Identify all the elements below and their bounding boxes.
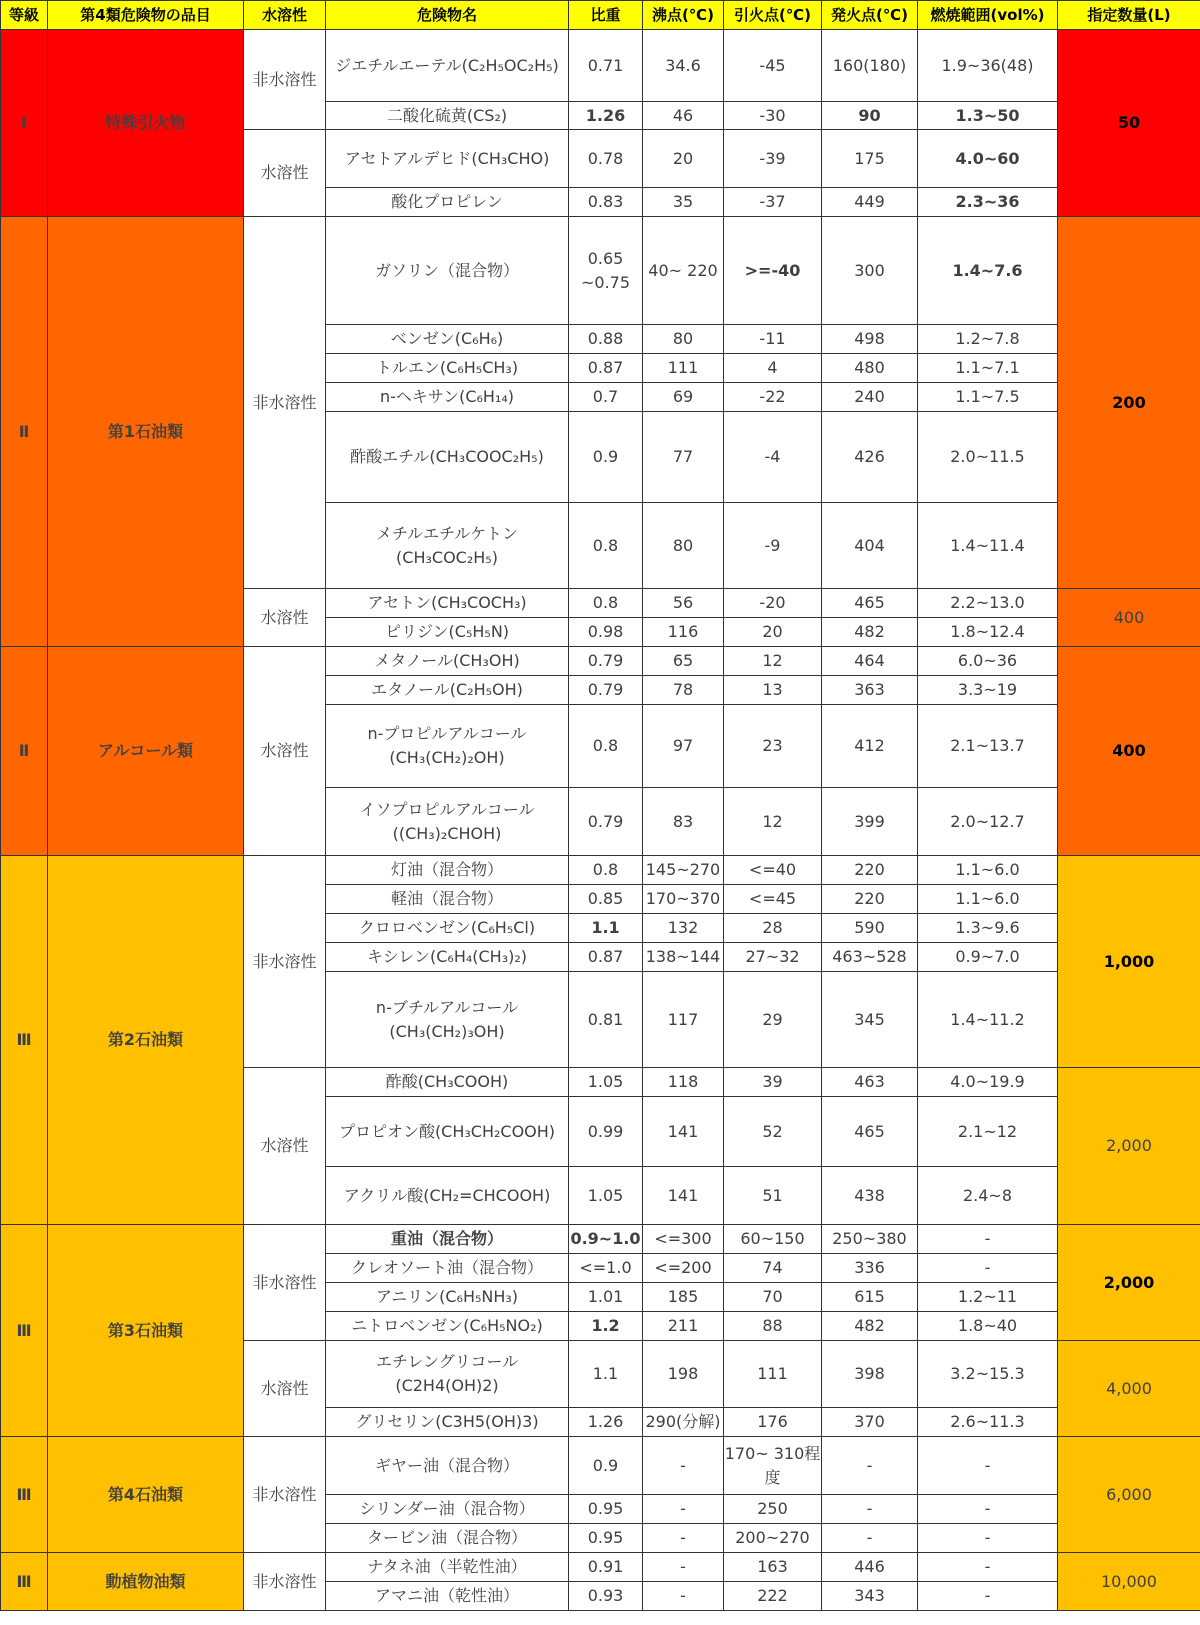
- specific-gravity-cell: 0.99: [569, 1097, 643, 1167]
- material-name-cell: シリンダー油（混合物）: [326, 1495, 569, 1524]
- header-cell-flammable-range: 燃焼範囲(vol%): [918, 1, 1058, 30]
- boiling-point-cell: 80: [643, 503, 724, 589]
- specific-gravity-cell: 0.83: [569, 188, 643, 217]
- flammable-range-cell: 2.6~11.3: [918, 1408, 1058, 1437]
- flash-point-cell: 111: [724, 1341, 822, 1408]
- boiling-point-cell: -: [643, 1524, 724, 1553]
- boiling-point-cell: 83: [643, 788, 724, 856]
- category-cell: 第4石油類: [48, 1437, 244, 1553]
- designated-quantity-cell: 400: [1058, 647, 1200, 856]
- category-cell: 動植物油類: [48, 1553, 244, 1611]
- flash-point-cell: 250: [724, 1495, 822, 1524]
- flammable-range-cell: -: [918, 1553, 1058, 1582]
- flammable-range-cell: 3.3~19: [918, 676, 1058, 705]
- ignition-point-cell: 446: [822, 1553, 918, 1582]
- ignition-point-cell: 482: [822, 1312, 918, 1341]
- grade-cell: Ⅱ: [1, 647, 48, 856]
- flash-point-cell: 27~32: [724, 943, 822, 972]
- specific-gravity-cell: 0.9: [569, 412, 643, 503]
- flash-point-cell: -11: [724, 325, 822, 354]
- ignition-point-cell: 498: [822, 325, 918, 354]
- flammable-range-cell: 2.2~13.0: [918, 589, 1058, 618]
- specific-gravity-cell: 1.01: [569, 1283, 643, 1312]
- material-name-cell: 酢酸エチル(CH₃COOC₂H₅): [326, 412, 569, 503]
- specific-gravity-cell: 0.95: [569, 1495, 643, 1524]
- flash-point-cell: 200~270: [724, 1524, 822, 1553]
- ignition-point-cell: 370: [822, 1408, 918, 1437]
- solubility-cell: 非水溶性: [244, 1437, 326, 1553]
- grade-cell: Ⅲ: [1, 1553, 48, 1611]
- ignition-point-cell: 590: [822, 914, 918, 943]
- specific-gravity-cell: 1.2: [569, 1312, 643, 1341]
- flash-point-cell: -4: [724, 412, 822, 503]
- solubility-cell: 非水溶性: [244, 30, 326, 130]
- boiling-point-cell: 69: [643, 383, 724, 412]
- flammable-range-cell: 1.1~6.0: [918, 885, 1058, 914]
- header-cell-specific-gravity: 比重: [569, 1, 643, 30]
- flammable-range-cell: -: [918, 1582, 1058, 1611]
- boiling-point-cell: 118: [643, 1068, 724, 1097]
- flammable-range-cell: -: [918, 1437, 1058, 1495]
- flammable-range-cell: 1.2~7.8: [918, 325, 1058, 354]
- material-name-cell: ニトロベンゼン(C₆H₅NO₂): [326, 1312, 569, 1341]
- boiling-point-cell: 40~ 220: [643, 217, 724, 325]
- flammable-range-cell: 3.2~15.3: [918, 1341, 1058, 1408]
- ignition-point-cell: 300: [822, 217, 918, 325]
- header-cell-grade: 等級: [1, 1, 48, 30]
- boiling-point-cell: 77: [643, 412, 724, 503]
- boiling-point-cell: 111: [643, 354, 724, 383]
- solubility-cell: 非水溶性: [244, 856, 326, 1068]
- flammable-range-cell: 1.2~11: [918, 1283, 1058, 1312]
- boiling-point-cell: 141: [643, 1167, 724, 1225]
- flash-point-cell: 51: [724, 1167, 822, 1225]
- boiling-point-cell: 65: [643, 647, 724, 676]
- grade-cell: Ⅲ: [1, 1225, 48, 1437]
- flammable-range-cell: -: [918, 1495, 1058, 1524]
- boiling-point-cell: 116: [643, 618, 724, 647]
- ignition-point-cell: 464: [822, 647, 918, 676]
- boiling-point-cell: 78: [643, 676, 724, 705]
- table-row: [1, 856, 1200, 885]
- flash-point-cell: -20: [724, 589, 822, 618]
- solubility-cell: 非水溶性: [244, 1225, 326, 1341]
- specific-gravity-cell: 0.79: [569, 676, 643, 705]
- boiling-point-cell: 80: [643, 325, 724, 354]
- flammable-range-cell: 1.1~7.5: [918, 383, 1058, 412]
- flammable-range-cell: 2.0~12.7: [918, 788, 1058, 856]
- boiling-point-cell: 35: [643, 188, 724, 217]
- boiling-point-cell: -: [643, 1553, 724, 1582]
- specific-gravity-cell: 0.71: [569, 30, 643, 102]
- flash-point-cell: 60~150: [724, 1225, 822, 1254]
- material-name-cell: n-ヘキサン(C₆H₁₄): [326, 383, 569, 412]
- header-cell-flash-point: 引火点(℃): [724, 1, 822, 30]
- flammable-range-cell: 2.4~8: [918, 1167, 1058, 1225]
- material-name-cell: メチルエチルケトン(CH₃COC₂H₅): [326, 503, 569, 589]
- ignition-point-cell: 463: [822, 1068, 918, 1097]
- table-row: [1, 647, 1200, 676]
- boiling-point-cell: 290(分解): [643, 1408, 724, 1437]
- specific-gravity-cell: 0.81: [569, 972, 643, 1068]
- flammable-range-cell: 2.3~36: [918, 188, 1058, 217]
- ignition-point-cell: 220: [822, 856, 918, 885]
- boiling-point-cell: 34.6: [643, 30, 724, 102]
- material-name-cell: エチレングリコール(C2H4(OH)2): [326, 1341, 569, 1408]
- solubility-cell: 水溶性: [244, 1341, 326, 1437]
- boiling-point-cell: 56: [643, 589, 724, 618]
- flash-point-cell: 12: [724, 788, 822, 856]
- category-cell: 第3石油類: [48, 1225, 244, 1437]
- material-name-cell: ベンゼン(C₆H₆): [326, 325, 569, 354]
- material-name-cell: 灯油（混合物）: [326, 856, 569, 885]
- material-name-cell: アマニ油（乾性油）: [326, 1582, 569, 1611]
- ignition-point-cell: 175: [822, 130, 918, 188]
- solubility-cell: 水溶性: [244, 1068, 326, 1225]
- flash-point-cell: 20: [724, 618, 822, 647]
- flammable-range-cell: 1.4~11.2: [918, 972, 1058, 1068]
- specific-gravity-cell: 1.26: [569, 1408, 643, 1437]
- flammable-range-cell: 1.4~11.4: [918, 503, 1058, 589]
- boiling-point-cell: 145~270: [643, 856, 724, 885]
- specific-gravity-cell: <=1.0: [569, 1254, 643, 1283]
- designated-quantity-cell: 6,000: [1058, 1437, 1200, 1553]
- ignition-point-cell: 615: [822, 1283, 918, 1312]
- solubility-cell: 水溶性: [244, 647, 326, 856]
- designated-quantity-cell: 2,000: [1058, 1225, 1200, 1341]
- specific-gravity-cell: 1.05: [569, 1068, 643, 1097]
- boiling-point-cell: -: [643, 1582, 724, 1611]
- boiling-point-cell: <=200: [643, 1254, 724, 1283]
- boiling-point-cell: 141: [643, 1097, 724, 1167]
- flash-point-cell: 4: [724, 354, 822, 383]
- header-cell-solubility: 水溶性: [244, 1, 326, 30]
- category-cell: 第2石油類: [48, 856, 244, 1225]
- ignition-point-cell: 240: [822, 383, 918, 412]
- designated-quantity-cell: 2,000: [1058, 1068, 1200, 1225]
- specific-gravity-cell: 0.87: [569, 943, 643, 972]
- flammable-range-cell: 1.3~50: [918, 102, 1058, 130]
- material-name-cell: アセトン(CH₃COCH₃): [326, 589, 569, 618]
- table-body: [1, 30, 1200, 1611]
- material-name-cell: キシレン(C₆H₄(CH₃)₂): [326, 943, 569, 972]
- boiling-point-cell: -: [643, 1495, 724, 1524]
- boiling-point-cell: -: [643, 1437, 724, 1495]
- material-name-cell: ジエチルエーテル(C₂H₅OC₂H₅): [326, 30, 569, 102]
- flammable-range-cell: 0.9~7.0: [918, 943, 1058, 972]
- specific-gravity-cell: 0.85: [569, 885, 643, 914]
- material-name-cell: タービン油（混合物）: [326, 1524, 569, 1553]
- material-name-cell: ガソリン（混合物）: [326, 217, 569, 325]
- flash-point-cell: 88: [724, 1312, 822, 1341]
- material-name-cell: クレオソート油（混合物）: [326, 1254, 569, 1283]
- flash-point-cell: 170~ 310程度: [724, 1437, 822, 1495]
- flammable-range-cell: -: [918, 1225, 1058, 1254]
- material-name-cell: ギヤー油（混合物）: [326, 1437, 569, 1495]
- flash-point-cell: -22: [724, 383, 822, 412]
- flammable-range-cell: 1.4~7.6: [918, 217, 1058, 325]
- flammable-range-cell: 2.1~12: [918, 1097, 1058, 1167]
- ignition-point-cell: 426: [822, 412, 918, 503]
- flash-point-cell: 222: [724, 1582, 822, 1611]
- flash-point-cell: 39: [724, 1068, 822, 1097]
- ignition-point-cell: 90: [822, 102, 918, 130]
- ignition-point-cell: 438: [822, 1167, 918, 1225]
- flash-point-cell: 28: [724, 914, 822, 943]
- boiling-point-cell: 185: [643, 1283, 724, 1312]
- ignition-point-cell: 250~380: [822, 1225, 918, 1254]
- flammable-range-cell: 4.0~60: [918, 130, 1058, 188]
- specific-gravity-cell: 0.87: [569, 354, 643, 383]
- ignition-point-cell: 345: [822, 972, 918, 1068]
- specific-gravity-cell: 1.26: [569, 102, 643, 130]
- flammable-range-cell: -: [918, 1254, 1058, 1283]
- flammable-range-cell: 1.9~36(48): [918, 30, 1058, 102]
- boiling-point-cell: 138~144: [643, 943, 724, 972]
- flash-point-cell: 52: [724, 1097, 822, 1167]
- flash-point-cell: 74: [724, 1254, 822, 1283]
- header-row: [1, 1, 1200, 30]
- designated-quantity-cell: 4,000: [1058, 1341, 1200, 1437]
- specific-gravity-cell: 0.9: [569, 1437, 643, 1495]
- ignition-point-cell: -: [822, 1524, 918, 1553]
- material-name-cell: ピリジン(C₅H₅N): [326, 618, 569, 647]
- header-cell-boiling-point: 沸点(℃): [643, 1, 724, 30]
- flammable-range-cell: 1.1~7.1: [918, 354, 1058, 383]
- flash-point-cell: <=45: [724, 885, 822, 914]
- ignition-point-cell: 480: [822, 354, 918, 383]
- flash-point-cell: -45: [724, 30, 822, 102]
- designated-quantity-cell: 1,000: [1058, 856, 1200, 1068]
- specific-gravity-cell: 0.8: [569, 856, 643, 885]
- designated-quantity-cell: 50: [1058, 30, 1200, 217]
- material-name-cell: エタノール(C₂H₅OH): [326, 676, 569, 705]
- flammable-range-cell: 1.8~12.4: [918, 618, 1058, 647]
- flammable-range-cell: 4.0~19.9: [918, 1068, 1058, 1097]
- material-name-cell: ナタネ油（半乾性油）: [326, 1553, 569, 1582]
- ignition-point-cell: -: [822, 1437, 918, 1495]
- flash-point-cell: -39: [724, 130, 822, 188]
- flammable-range-cell: 1.3~9.6: [918, 914, 1058, 943]
- grade-cell: Ⅰ: [1, 30, 48, 217]
- material-name-cell: 軽油（混合物）: [326, 885, 569, 914]
- flash-point-cell: >=-40: [724, 217, 822, 325]
- flammable-range-cell: 1.8~40: [918, 1312, 1058, 1341]
- material-name-cell: グリセリン(C3H5(OH)3): [326, 1408, 569, 1437]
- solubility-cell: 非水溶性: [244, 217, 326, 589]
- specific-gravity-cell: 1.1: [569, 914, 643, 943]
- specific-gravity-cell: 0.65 ~0.75: [569, 217, 643, 325]
- ignition-point-cell: 482: [822, 618, 918, 647]
- flammable-range-cell: 2.0~11.5: [918, 412, 1058, 503]
- table-row: [1, 217, 1200, 325]
- table-row: [1, 1225, 1200, 1254]
- flash-point-cell: -37: [724, 188, 822, 217]
- ignition-point-cell: 404: [822, 503, 918, 589]
- header-cell-name: 危険物名: [326, 1, 569, 30]
- solubility-cell: 水溶性: [244, 589, 326, 647]
- flammable-range-cell: -: [918, 1524, 1058, 1553]
- specific-gravity-cell: 0.79: [569, 788, 643, 856]
- ignition-point-cell: -: [822, 1495, 918, 1524]
- flash-point-cell: 13: [724, 676, 822, 705]
- boiling-point-cell: <=300: [643, 1225, 724, 1254]
- solubility-cell: 非水溶性: [244, 1553, 326, 1611]
- flash-point-cell: -9: [724, 503, 822, 589]
- material-name-cell: アニリン(C₆H₅NH₃): [326, 1283, 569, 1312]
- boiling-point-cell: 46: [643, 102, 724, 130]
- material-name-cell: 酢酸(CH₃COOH): [326, 1068, 569, 1097]
- material-name-cell: イソプロピルアルコール((CH₃)₂CHOH): [326, 788, 569, 856]
- boiling-point-cell: 198: [643, 1341, 724, 1408]
- designated-quantity-cell: 200: [1058, 217, 1200, 589]
- specific-gravity-cell: 0.93: [569, 1582, 643, 1611]
- flash-point-cell: 12: [724, 647, 822, 676]
- material-name-cell: プロピオン酸(CH₃CH₂COOH): [326, 1097, 569, 1167]
- specific-gravity-cell: 0.8: [569, 589, 643, 618]
- boiling-point-cell: 170~370: [643, 885, 724, 914]
- header-cell-category: 第4類危険物の品目: [48, 1, 244, 30]
- material-name-cell: n-ブチルアルコール(CH₃(CH₂)₃OH): [326, 972, 569, 1068]
- ignition-point-cell: 449: [822, 188, 918, 217]
- grade-cell: Ⅱ: [1, 217, 48, 647]
- category-cell: 第1石油類: [48, 217, 244, 647]
- specific-gravity-cell: 0.88: [569, 325, 643, 354]
- grade-cell: Ⅲ: [1, 856, 48, 1225]
- flammable-range-cell: 1.1~6.0: [918, 856, 1058, 885]
- ignition-point-cell: 463~528: [822, 943, 918, 972]
- header-cell-designated-quantity: 指定数量(L): [1058, 1, 1200, 30]
- ignition-point-cell: 220: [822, 885, 918, 914]
- ignition-point-cell: 398: [822, 1341, 918, 1408]
- flash-point-cell: -30: [724, 102, 822, 130]
- material-name-cell: 二酸化硫黄(CS₂): [326, 102, 569, 130]
- designated-quantity-cell: 10,000: [1058, 1553, 1200, 1611]
- ignition-point-cell: 336: [822, 1254, 918, 1283]
- material-name-cell: アセトアルデヒド(CH₃CHO): [326, 130, 569, 188]
- boiling-point-cell: 97: [643, 705, 724, 788]
- boiling-point-cell: 117: [643, 972, 724, 1068]
- category-cell: 特殊引火物: [48, 30, 244, 217]
- table-row: [1, 30, 1200, 102]
- solubility-cell: 水溶性: [244, 130, 326, 217]
- boiling-point-cell: 211: [643, 1312, 724, 1341]
- specific-gravity-cell: 0.95: [569, 1524, 643, 1553]
- grade-cell: Ⅲ: [1, 1437, 48, 1553]
- flammable-range-cell: 2.1~13.7: [918, 705, 1058, 788]
- boiling-point-cell: 132: [643, 914, 724, 943]
- material-name-cell: クロロベンゼン(C₆H₅Cl): [326, 914, 569, 943]
- specific-gravity-cell: 0.79: [569, 647, 643, 676]
- flash-point-cell: 70: [724, 1283, 822, 1312]
- material-name-cell: メタノール(CH₃OH): [326, 647, 569, 676]
- specific-gravity-cell: 0.91: [569, 1553, 643, 1582]
- flash-point-cell: 176: [724, 1408, 822, 1437]
- header-cell-ignition-point: 発火点(℃): [822, 1, 918, 30]
- specific-gravity-cell: 0.78: [569, 130, 643, 188]
- ignition-point-cell: 412: [822, 705, 918, 788]
- material-name-cell: トルエン(C₆H₅CH₃): [326, 354, 569, 383]
- flash-point-cell: 23: [724, 705, 822, 788]
- flash-point-cell: 163: [724, 1553, 822, 1582]
- material-name-cell: 重油（混合物）: [326, 1225, 569, 1254]
- flammable-range-cell: 6.0~36: [918, 647, 1058, 676]
- flash-point-cell: <=40: [724, 856, 822, 885]
- ignition-point-cell: 465: [822, 1097, 918, 1167]
- specific-gravity-cell: 0.98: [569, 618, 643, 647]
- ignition-point-cell: 343: [822, 1582, 918, 1611]
- specific-gravity-cell: 0.9~1.0: [569, 1225, 643, 1254]
- flash-point-cell: 29: [724, 972, 822, 1068]
- ignition-point-cell: 363: [822, 676, 918, 705]
- specific-gravity-cell: 1.05: [569, 1167, 643, 1225]
- designated-quantity-cell: 400: [1058, 589, 1200, 647]
- boiling-point-cell: 20: [643, 130, 724, 188]
- category-cell: アルコール類: [48, 647, 244, 856]
- specific-gravity-cell: 0.8: [569, 705, 643, 788]
- specific-gravity-cell: 0.7: [569, 383, 643, 412]
- table-row: [1, 1553, 1200, 1582]
- specific-gravity-cell: 1.1: [569, 1341, 643, 1408]
- ignition-point-cell: 160(180): [822, 30, 918, 102]
- material-name-cell: n-プロピルアルコール(CH₃(CH₂)₂OH): [326, 705, 569, 788]
- ignition-point-cell: 399: [822, 788, 918, 856]
- specific-gravity-cell: 0.8: [569, 503, 643, 589]
- material-name-cell: 酸化プロピレン: [326, 188, 569, 217]
- table-row: [1, 1437, 1200, 1495]
- material-name-cell: アクリル酸(CH₂=CHCOOH): [326, 1167, 569, 1225]
- ignition-point-cell: 465: [822, 589, 918, 618]
